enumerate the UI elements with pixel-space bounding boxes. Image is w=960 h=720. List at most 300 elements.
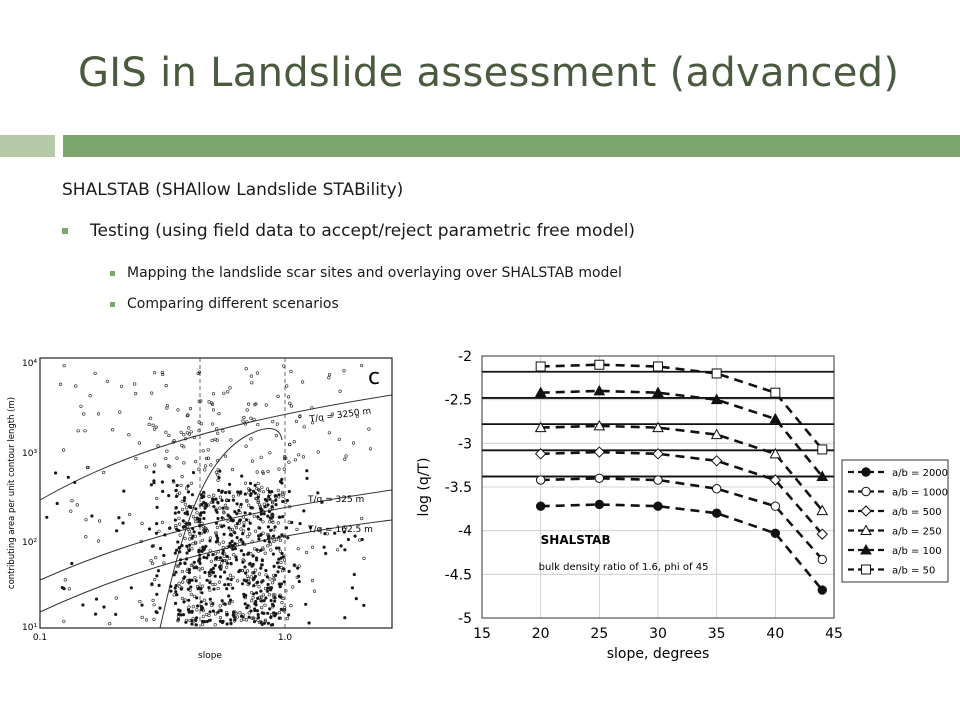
scatter-point	[347, 538, 350, 541]
scatter-point	[271, 505, 274, 508]
scatter-point	[222, 507, 225, 510]
scatter-point	[200, 588, 203, 591]
scatter-point	[323, 546, 326, 549]
scatter-point	[236, 491, 239, 494]
scatter-point	[215, 522, 218, 525]
data-point	[712, 509, 720, 517]
scatter-point	[213, 505, 216, 508]
scatter-point	[123, 490, 126, 493]
scatter-point	[233, 615, 236, 618]
scatter-point	[184, 562, 187, 565]
scatter-point	[178, 551, 181, 554]
scatter-point	[281, 534, 284, 537]
scatter-point	[253, 577, 256, 580]
scatter-point	[183, 525, 186, 528]
scatter-point	[363, 604, 366, 607]
scatter-point	[213, 588, 216, 591]
scatter-point	[275, 503, 278, 506]
scatter-point	[270, 599, 273, 602]
scatter-point	[224, 491, 227, 494]
scatter-point	[73, 481, 76, 484]
scatter-point	[185, 558, 188, 561]
scatter-point	[212, 610, 215, 613]
scatter-point	[118, 516, 121, 519]
scatter-point	[218, 476, 221, 479]
data-point	[595, 500, 603, 508]
scatter-point	[244, 493, 247, 496]
scatter-point	[235, 559, 238, 562]
scatter-point	[261, 564, 264, 567]
scatter-point	[188, 522, 191, 525]
scatter-point	[190, 586, 193, 589]
scatter-point	[254, 492, 257, 495]
scatter-point	[175, 489, 178, 492]
y-tick-label: -3	[458, 436, 472, 453]
scatter-point	[178, 547, 181, 550]
legend-label: a/b = 2000	[892, 468, 949, 479]
scatter-point	[178, 511, 181, 514]
scatter-point	[223, 533, 226, 536]
header-accent-bar	[63, 135, 960, 157]
scatter-point	[209, 611, 212, 614]
scatter-point	[184, 512, 187, 515]
legend-marker	[862, 565, 871, 574]
scatter-point	[240, 549, 243, 552]
line-chart	[416, 348, 960, 662]
scatter-point	[201, 592, 204, 595]
scatter-point	[173, 574, 176, 577]
scatter-point	[177, 541, 180, 544]
scatter-point	[198, 554, 201, 557]
scatter-point	[196, 605, 199, 608]
scatter-point	[240, 538, 243, 541]
data-point	[536, 362, 545, 371]
scatter-point	[195, 580, 198, 583]
scatter-point	[175, 495, 178, 498]
scatter-point	[228, 483, 231, 486]
scatter-point	[274, 495, 277, 498]
scatter-point	[170, 590, 173, 593]
scatter-point	[243, 525, 246, 528]
scatter-point	[244, 512, 247, 515]
scatter-point	[156, 506, 159, 509]
scatter-point	[185, 522, 188, 525]
data-point	[770, 414, 780, 423]
scatter-point	[214, 575, 217, 578]
data-point	[771, 529, 779, 537]
scatter-point	[257, 616, 260, 619]
scatter-point	[215, 535, 218, 538]
scatter-point	[279, 585, 282, 588]
scatter-point	[244, 566, 247, 569]
x-tick-label: 0.1	[32, 633, 48, 643]
scatter-point	[244, 603, 247, 606]
scatter-point	[200, 601, 203, 604]
sub-bullet-mapping	[110, 265, 622, 281]
scatter-point	[54, 472, 57, 475]
scatter-point	[217, 517, 220, 520]
scatter-point	[239, 519, 242, 522]
scatter-point	[354, 535, 357, 538]
scatter-point	[164, 534, 167, 537]
scatter-point	[221, 499, 224, 502]
data-point	[818, 445, 827, 454]
bullet-text: Testing (using field data to accept/reject parametric free model)	[90, 221, 636, 241]
scatter-point	[211, 571, 214, 574]
scatter-point	[176, 484, 179, 487]
scatter-point	[262, 579, 265, 582]
scatter-point	[256, 609, 259, 612]
scatter-point	[193, 531, 196, 534]
scatter-point	[130, 587, 133, 590]
scatter-point	[264, 498, 267, 501]
scatter-point	[275, 499, 278, 502]
scatter-point	[71, 562, 74, 565]
scatter-point	[306, 477, 309, 480]
header-accent-bar-small	[0, 135, 55, 157]
scatter-point	[227, 583, 230, 586]
scatter-point	[231, 540, 234, 543]
scatter-point	[254, 484, 257, 487]
scatter-point	[280, 557, 283, 560]
scatter-point	[260, 621, 263, 624]
data-point	[818, 586, 826, 594]
scatter-point	[257, 613, 260, 616]
scatter-point	[308, 622, 311, 625]
scatter-point	[228, 545, 231, 548]
scatter-point	[204, 507, 207, 510]
panel-label: c	[367, 365, 381, 390]
scatter-point	[278, 536, 281, 539]
scatter-point	[267, 515, 270, 518]
x-tick-label: 30	[649, 626, 667, 642]
scatter-point	[324, 552, 327, 555]
sub-bullet-comparing	[110, 296, 339, 312]
scatter-point	[217, 489, 220, 492]
scatter-point	[236, 536, 239, 539]
scatter-point	[263, 612, 266, 615]
scatter-point	[219, 620, 222, 623]
scatter-point	[230, 578, 233, 581]
scatter-point	[344, 616, 347, 619]
scatter-point	[159, 607, 162, 610]
scatter-point	[179, 559, 182, 562]
scatter-point	[240, 615, 243, 618]
scatter-point	[203, 556, 206, 559]
x-axis-label: slope, degrees	[606, 646, 710, 662]
scatter-point	[212, 553, 215, 556]
y-tick-label: -4	[458, 523, 472, 540]
x-axis-label: slope	[198, 651, 222, 661]
scatter-point	[209, 581, 212, 584]
data-point	[771, 388, 780, 397]
y-axis-label: contributing area per unit contour length (m)	[7, 396, 17, 590]
scatter-point	[250, 610, 253, 613]
scatter-point	[180, 588, 183, 591]
scatter-point	[269, 529, 272, 532]
scatter-point	[199, 513, 202, 516]
curve-label: T/q = 325 m	[308, 495, 365, 505]
legend-label: a/b = 50	[892, 565, 936, 577]
scatter-point	[206, 579, 209, 582]
scatter-point	[247, 528, 250, 531]
x-tick-label: 15	[473, 626, 491, 642]
scatter-point	[241, 532, 244, 535]
scatter-point	[182, 520, 185, 523]
scatter-point	[266, 612, 269, 615]
scatter-point	[198, 549, 201, 552]
scatter-point	[256, 581, 259, 584]
square-bullet-icon	[62, 228, 68, 234]
scatter-point	[275, 612, 278, 615]
y-axis-label: log (q/T)	[416, 457, 432, 517]
scatter-point	[155, 522, 158, 525]
scatter-point	[56, 502, 59, 505]
scatter-point	[212, 501, 215, 504]
scatter-point	[46, 516, 49, 519]
scatter-chart	[0, 340, 400, 665]
series-line	[541, 426, 823, 511]
scatter-point	[205, 603, 208, 606]
data-point	[654, 476, 662, 484]
slide-title: GIS in Landslide assessment (advanced)	[78, 50, 900, 96]
scatter-point	[226, 613, 229, 616]
x-tick-label: 1.0	[277, 633, 293, 643]
scatter-point	[227, 577, 230, 580]
y-tick-label: 10³	[22, 449, 38, 459]
scatter-point	[209, 619, 212, 622]
scatter-point	[170, 585, 173, 588]
scatter-point	[225, 587, 228, 590]
scatter-point	[156, 575, 159, 578]
scatter-point	[175, 590, 178, 593]
legend-label: a/b = 100	[892, 546, 942, 557]
scatter-point	[247, 553, 250, 556]
data-point	[771, 502, 779, 510]
scatter-point	[122, 522, 125, 525]
scatter-point	[249, 482, 252, 485]
scatter-point	[264, 539, 267, 542]
scatter-point	[285, 527, 288, 530]
scatter-point	[183, 496, 186, 499]
scatter-point	[306, 469, 309, 472]
scatter-point	[236, 512, 239, 515]
scatter-point	[250, 506, 253, 509]
scatter-point	[256, 549, 259, 552]
scatter-point	[229, 619, 232, 622]
scatter-point	[187, 588, 190, 591]
scatter-point	[246, 580, 249, 583]
scatter-point	[198, 532, 201, 535]
scatter-point	[287, 537, 290, 540]
scatter-point	[264, 506, 267, 509]
bullet-item-testing	[62, 221, 635, 241]
x-tick-label: 40	[766, 626, 785, 642]
scatter-point	[181, 544, 184, 547]
scatter-point	[361, 538, 364, 541]
scatter-point	[288, 570, 291, 573]
scatter-point	[174, 602, 177, 605]
scatter-point	[234, 547, 237, 550]
scatter-point	[281, 482, 284, 485]
scatter-point	[217, 611, 220, 614]
scatter-point	[229, 533, 232, 536]
scatter-point	[207, 554, 210, 557]
scatter-point	[244, 572, 247, 575]
scatter-point	[239, 491, 242, 494]
scatter-point	[231, 587, 234, 590]
scatter-point	[153, 481, 156, 484]
scatter-point	[282, 568, 285, 571]
scatter-point	[267, 583, 270, 586]
scatter-point	[208, 571, 211, 574]
scatter-point	[159, 547, 162, 550]
y-tick-label: -5	[458, 611, 472, 627]
scatter-point	[271, 603, 274, 606]
scatter-point	[192, 471, 195, 474]
scatter-point	[270, 616, 273, 619]
scatter-point	[176, 593, 179, 596]
scatter-point	[220, 610, 223, 613]
scatter-point	[281, 478, 284, 481]
scatter-point	[175, 584, 178, 587]
scatter-point	[283, 581, 286, 584]
scatter-point	[223, 583, 226, 586]
scatter-point	[150, 484, 153, 487]
scatter-point	[186, 545, 189, 548]
scatter-point	[248, 616, 251, 619]
scatter-point	[258, 527, 261, 530]
series-line	[541, 365, 823, 450]
scatter-point	[203, 511, 206, 514]
scatter-point	[259, 518, 262, 521]
scatter-point	[195, 508, 198, 511]
scatter-point	[191, 619, 194, 622]
scatter-point	[258, 538, 261, 541]
scatter-point	[304, 603, 307, 606]
scatter-point	[151, 583, 154, 586]
scatter-point	[201, 550, 204, 553]
scatter-point	[161, 490, 164, 493]
scatter-point	[115, 530, 118, 533]
scatter-point	[161, 481, 164, 484]
sub-bullet-text: Comparing different scenarios	[127, 296, 339, 312]
scatter-point	[242, 561, 245, 564]
scatter-point	[221, 599, 224, 602]
scatter-point	[182, 613, 185, 616]
scatter-point	[257, 535, 260, 538]
scatter-point	[163, 554, 166, 557]
data-point	[654, 502, 662, 510]
data-point	[536, 502, 544, 510]
scatter-point	[82, 604, 85, 607]
scatter-point	[265, 597, 268, 600]
scatter-point	[252, 563, 255, 566]
scatter-point	[187, 491, 190, 494]
scatter-point	[191, 493, 194, 496]
y-tick-label: 10²	[22, 538, 38, 548]
scatter-point	[191, 527, 194, 530]
y-tick-label: -3.5	[444, 480, 472, 496]
x-tick-label: 45	[825, 626, 843, 642]
scatter-point	[217, 501, 220, 504]
scatter-point	[141, 604, 144, 607]
scatter-point	[260, 590, 263, 593]
scatter-point	[179, 562, 182, 565]
legend-marker	[862, 487, 870, 495]
scatter-point	[245, 607, 248, 610]
scatter-point	[206, 557, 209, 560]
scatter-point	[188, 549, 191, 552]
scatter-point	[353, 573, 356, 576]
scatter-point	[252, 555, 255, 558]
scatter-point	[216, 540, 219, 543]
y-tick-label: 10¹	[22, 623, 38, 633]
scatter-point	[298, 580, 301, 583]
legend-label: a/b = 1000	[892, 487, 949, 499]
scatter-point	[243, 595, 246, 598]
scatter-point	[201, 620, 204, 623]
data-point	[654, 362, 663, 371]
scatter-point	[172, 480, 175, 483]
scatter-point	[280, 608, 283, 611]
scatter-point	[234, 618, 237, 621]
scatter-point	[209, 598, 212, 601]
scatter-point	[278, 595, 281, 598]
y-tick-label: -2.5	[444, 392, 472, 409]
scatter-point	[175, 571, 178, 574]
scatter-point	[340, 545, 343, 548]
y-tick-label: 10⁴	[22, 359, 38, 369]
scatter-point	[282, 515, 285, 518]
scatter-point	[198, 558, 201, 561]
scatter-point	[187, 599, 190, 602]
scatter-point	[254, 602, 257, 605]
scatter-point	[188, 581, 191, 584]
chart-subtitle: bulk density ratio of 1.6, phi of 45	[538, 561, 709, 573]
scatter-point	[255, 592, 258, 595]
scatter-point	[201, 608, 204, 611]
scatter-point	[344, 549, 347, 552]
data-point	[595, 360, 604, 369]
scatter-point	[287, 614, 290, 617]
scatter-point	[158, 584, 161, 587]
scatter-point	[174, 519, 177, 522]
x-tick-label: 35	[707, 626, 726, 642]
y-tick-label: -2	[458, 349, 472, 365]
data-point	[536, 476, 544, 484]
scatter-point	[291, 521, 294, 524]
scatter-point	[255, 559, 258, 562]
scatter-point	[267, 526, 270, 529]
scatter-point	[199, 562, 202, 565]
scatter-point	[175, 528, 178, 531]
scatter-point	[235, 556, 238, 559]
scatter-point	[260, 567, 263, 570]
scatter-point	[167, 494, 170, 497]
scatter-point	[222, 552, 225, 555]
x-tick-label: 20	[531, 626, 550, 642]
scatter-point	[268, 490, 271, 493]
scatter-point	[188, 568, 191, 571]
scatter-point	[156, 593, 159, 596]
scatter-point	[221, 559, 224, 562]
scatter-point	[195, 566, 198, 569]
scatter-point	[226, 555, 229, 558]
scatter-point	[114, 613, 117, 616]
text-line-shalstab: SHALSTAB (SHAllow Landslide STABility)	[62, 180, 404, 200]
scatter-point	[236, 503, 239, 506]
